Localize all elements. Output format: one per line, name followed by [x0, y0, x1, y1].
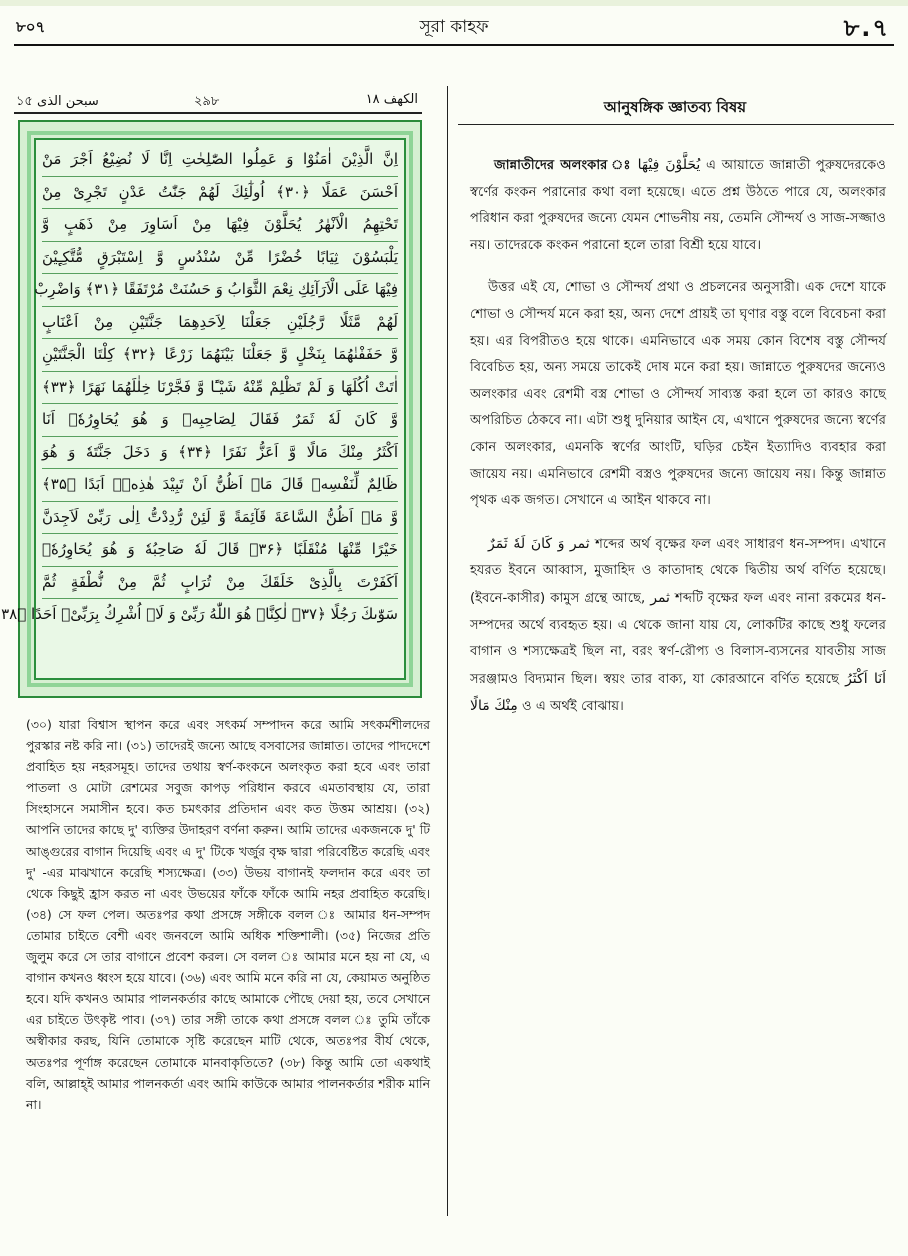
page-number-left: ৮০৭: [16, 18, 46, 36]
quran-line: فِیْهَا عَلَی الْاَرَآئِكِ نِعْمَ الثَّوَابُ وَ حَسُنَتْ مُرْتَفَقًا ﴿۳۱﴾ وَاضْرِبْ: [42, 274, 398, 307]
quran-line: تَحْتِهِمُ الْاَنْهٰرُ یُحَلَّوْنَ فِیْهَا مِنْ اَسَاوِرَ مِنْ ذَهَبٍ وَّ: [42, 209, 398, 242]
quran-line: سَوّٰىكَ رَجُلًا ﴿۳۷﴾ لٰكِنَّا۠ هُوَ اللّٰهُ رَبِّیْ وَ لَاۤ اُشْرِكُ بِرَبِّیْۤ اَحَدًا ﴿۳۸: [1, 605, 398, 623]
bengali-translation: (৩০) যারা বিশ্বাস স্থাপন করে এবং সৎকর্ম সম্পাদন করে আমি সৎকর্মশীলদের পুরস্কার নষ্ট করি না। (৩১) তাদেরই জন্যে আছে বসবাসের জান্নাত। তাদের পাদদেশে প্রবাহিত হয় নহরসমূহ। তাদের তথায় স্বর্ণ-কংকনে অলংকৃত করা হবে এবং তারা পাতলা ও মোটা রেশমের সবুজ কাপড় পরিধান করবে এমতাবস্থায় যে, তারা সিংহাসনে সমাসীন হবে। কত চমৎকার প্রতিদান এবং কত উত্তম আশ্রয়। (৩২) আপনি তাদের কাছে দু' ব্যক্তির উদাহরণ বর্ণনা করুন। আমি তাদের একজনকে দু' টি আঙ্গুরের বাগান দিয়েছি এবং এ দু' টিকে খর্জুর বৃক্ষ দ্বারা পরিবেষ্টিত করেছি এবং দু' -এর মাঝখানে করেছি শস্যক্ষেত্র। (৩৩) উভয় বাগানই ফলদান করে এবং তা থেকে কিছুই হ্রাস করত না এবং উভয়ের ফাঁকে ফাঁকে আমি নহর প্রবাহিত করেছি। (৩৪) সে ফল পেল। অতঃপর কথা প্রসঙ্গে সঙ্গীকে বলল ঃ আমার ধন-সম্পদ তোমার চাইতে বেশী এবং জনবলে আমি অধিক শক্তিশালী। (৩৫) নিজের প্রতি জুলুম করে সে তার বাগানে প্রবেশ করল। সে বলল ঃ আমার মনে হয় না যে, এ বাগান কখনও ধ্বংস হয়ে যাবে। (৩৬) এবং আমি মনে করি না যে, কেয়ামত অনুষ্ঠিত হবে। যদি কখনও আমার পালনকর্তার কাছে আমাকে পৌছে দেয়া হয়, তবে সেখানে এর চাইতে উৎকৃষ্ট পাব। (৩৭) তার সঙ্গী তাকে কথা প্রসঙ্গে বলল ঃ তুমি তাঁকে অস্বীকার করছ, যিনি তোমাকে সৃষ্টি করেছেন মাটি থেকে, অতঃপর বীর্য থেকে, অতঃপর পূর্ণাঙ্গ করেছেন তোমাকে মানবাকৃতিতে? (৩৮) কিন্তু আমি তো একথাই বলি, আল্লাহ্ই আমার পালনকর্তা এবং আমি কাউকে আমার পালনকর্তার শরীক মানি না।: [26, 717, 430, 1112]
quran-line: اَكَفَرْتَ بِالَّذِیْ خَلَقَكَ مِنْ تُرَابٍ ثُمَّ مِنْ نُّطْفَةٍ ثُمَّ: [42, 567, 398, 600]
quran-line: اٰتَتْ اُكُلَهَا وَ لَمْ تَظْلِمْ مِّنْهُ شَیْـًٔا وَّ فَجَّرْنَا خِلٰلَهُمَا نَهَرًا ﴿۳۳﴾: [42, 372, 398, 405]
quran-text-panel: [1, 138, 406, 680]
quran-page-header: [16, 92, 418, 112]
quran-frame: [1, 120, 422, 698]
quran-lines: [1, 144, 399, 631]
surah-title: সূরা কাহফ: [419, 17, 489, 37]
quran-line: وَّ حَفَفْنٰهُمَا بِنَخْلٍ وَّ جَعَلْنَا بَیْنَهُمَا زَرْعًا ﴿۳۲﴾ كِلْتَا الْجَنَّتَیْنِ: [42, 339, 398, 372]
header-rule: [14, 44, 894, 46]
arabic-phrase: وَ كَانَ لَهٗ ثَمَرٌ: [488, 535, 565, 552]
column-divider: [447, 86, 448, 1216]
paragraph-text: শব্দের অর্থ বৃক্ষের ফল এবং সাধারণ ধন-সম্পদ। এখানে হযরত ইবনে আব্বাস, মুজাহিদ ও কাতাদাহ থেকে দ্বিতীয় অর্থ বর্ণিত হয়েছে। (ইবনে-কাসীর) কামুস গ্রন্থে আছে,: [470, 536, 886, 606]
quran-line: وَّ كَانَ لَهٗ ثَمَرٌ فَقَالَ لِصَاحِبِهٖ وَ هُوَ یُحَاوِرُهٗۤ اَنَا: [42, 404, 398, 437]
juz-label: ১৫ سبحن الذی: [16, 94, 99, 109]
arabic-word: ثمر: [569, 535, 590, 552]
arabic-phrase: یُحَلَّوْنَ فِیْهَا: [637, 157, 701, 173]
commentary-body: [470, 152, 886, 737]
page-top-band: [0, 0, 908, 6]
quran-line: وَّ مَاۤ اَظُنُّ السَّاعَةَ قَآئِمَةً وَّ لَئِنْ رُّدِدْتُّ اِلٰی رَبِّیْ لَاَجِدَنَّ: [42, 502, 398, 535]
arabic-phrase: اَنَا اَكْثَرُ مِنْكَ مَالًا: [470, 670, 886, 715]
arabic-word: ثمر: [650, 589, 670, 606]
quran-header-rule: [14, 112, 422, 114]
page-number-right: ৮.৭: [843, 14, 890, 42]
commentary-paragraph-3: [470, 531, 886, 721]
commentary-heading: আনুষঙ্গিক জ্ঞাতব্য বিষয়: [603, 98, 747, 116]
paragraph-text: এ আয়াতে জান্নাতী পুরুষদেরকেও স্বর্ণের কংকন পরানোর কথা বলা হয়েছে। এতে প্রশ্ন উঠতে পারে যে, অলংকার পরিধান করা পুরুষদের জন্যে যেমন শোভনীয় নয়, তেমনি সৌন্দর্য ও সাজ-সজ্জাও নয়। তাদেরকে কংকন পরানো হলে তারা বিশ্রী হয়ে যাবে।: [470, 158, 886, 253]
quran-line: اِنَّ الَّذِیْنَ اٰمَنُوْا وَ عَمِلُوا الصّٰلِحٰتِ اِنَّا لَا نُضِیْعُ اَجْرَ مَنْ: [42, 144, 398, 177]
commentary-paragraph-2: উত্তর এই যে, শোভা ও সৌন্দর্য প্রথা ও প্রচলনের অনুসারী। এক দেশে যাকে শোভা ও সৌন্দর্য মনে করা হয়, অন্য দেশে প্রায়ই তা ঘৃণার বস্তু বলে বিবেচনা করা হয়। এর বিপরীতও হয়ে থাকে। এমনিভাবে এক সময় কোন বিশেষ বস্তু সৌন্দর্য বিবেচিত হয়, অন্য সময়ে তাকেই দোষ মনে করা হয়। জান্নাতে পুরুষদের জন্যেও অলংকার এবং রেশমী বস্ত্র শোভা ও সৌন্দর্য সাব্যস্ত করা হলে তা কারও কাছে অপরিচিত ঠেকবে না। এটা শুধু দুনিয়ার আইন যে, এখানে পুরুষদের জন্যে স্বর্ণের কোন অলংকার, এমনকি স্বর্ণের আংটি, ঘড়ির চেইন ইত্যাদিও ব্যবহার করা জায়েয নয়। এমনিভাবে রেশমী বস্ত্রও পুরুষদের জন্যে জায়েয নয়। কিন্তু জান্নাত পৃথক এক জগত। সেখানে এ আইন থাকবে না।: [470, 280, 886, 509]
quran-line: ظَالِمٌ لِّنَفْسِهٖ قَالَ مَاۤ اَظُنُّ اَنْ تَبِیْدَ هٰذِهٖۤ اَبَدًا ﴿۳۵﴾: [42, 469, 398, 502]
commentary-heading-rule: [458, 124, 894, 125]
quran-line: لَهُمْ مَّثَلًا رَّجُلَیْنِ جَعَلْنَا لِاَحَدِهِمَا جَنَّتَیْنِ مِنْ اَعْنَابٍ: [42, 307, 398, 340]
paragraph-text: ও এ অর্থই বোঝায়।: [521, 699, 624, 715]
topic-heading: জান্নাতীদের অলংকার ঃ: [494, 158, 632, 173]
quran-line: اَكْثَرُ مِنْكَ مَالًا وَّ اَعَزُّ نَفَرًا ﴿۳۴﴾ وَ دَخَلَ جَنَّتَهٗ وَ هُوَ: [42, 437, 398, 470]
quran-line: اَحْسَنَ عَمَلًا ﴿۳۰﴾ اُولٰٓئِكَ لَهُمْ جَنّٰتُ عَدْنٍ تَجْرِیْ مِنْ: [42, 177, 398, 210]
quran-line: یَلْبَسُوْنَ ثِیَابًا خُضْرًا مِّنْ سُنْدُسٍ وَّ اِسْتَبْرَقٍ مُّتَّكِـِٕیْنَ: [42, 242, 398, 275]
paragraph-text: শব্দটি বৃক্ষের ফল এবং নানা রকমের ধন-সম্পদের অর্থে ব্যবহৃত হয়। এ থেকে জানা যায় যে, লোকটির কাছে শুধু ফলের বাগান ও শস্যক্ষেত্রই ছিল না, বরং স্বর্ণ-রৌপ্য ও বিলাস-ব্যসনের যাবতীয় সাজ সরঞ্জামও বিদ্যমান ছিল। স্বয়ং তার বাক্য, যা কোরআনে বর্ণিত হয়েছে: [470, 590, 887, 687]
commentary-paragraph-1: [470, 152, 886, 259]
surah-label: الکهف ۱۸: [365, 92, 418, 107]
quran-line: خَیْرًا مِّنْهَا مُنْقَلَبًا ﴿۳۶﴾ قَالَ لَهٗ صَاحِبُهٗ وَ هُوَ یُحَاوِرُهٗۤ: [42, 534, 398, 567]
mushaf-page-number: ২৯৮: [194, 94, 220, 109]
